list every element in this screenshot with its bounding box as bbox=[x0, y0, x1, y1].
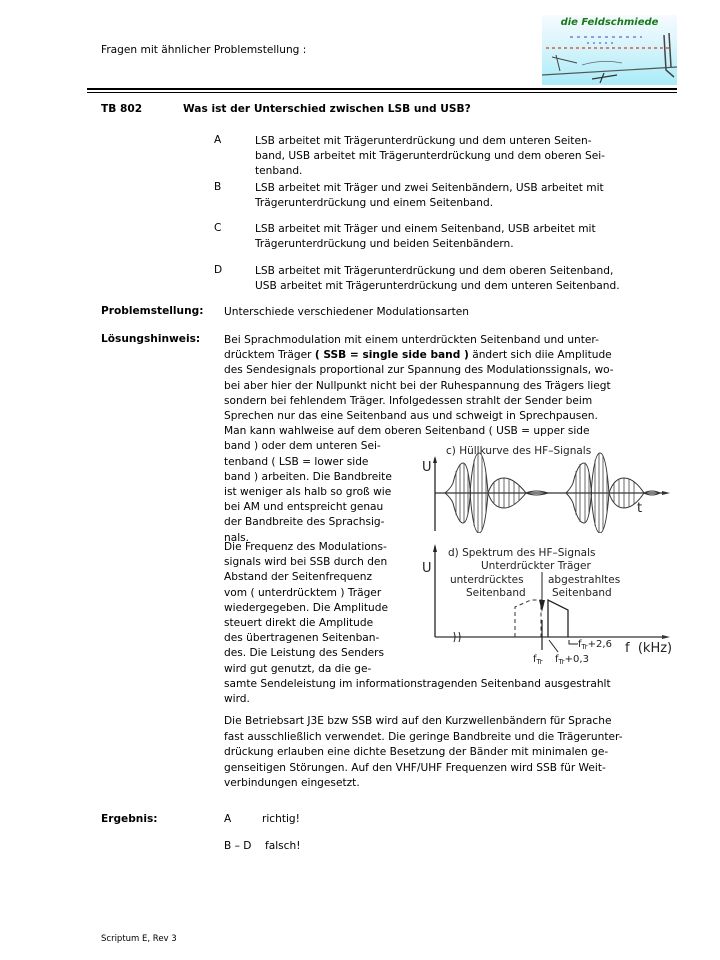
hint-line: drückung erlauben eine dichte Besetzung der Bänder mit minimalen ge- bbox=[224, 746, 609, 759]
option-a-text bbox=[255, 134, 645, 179]
spectrum-y-label: U bbox=[422, 561, 432, 576]
suppressed-band-label-1: unterdrücktes bbox=[450, 574, 524, 586]
hint-line: des Sendesignals proportional zur Spannung des Modulationssignals, wo- bbox=[224, 364, 614, 377]
option-d-line: USB arbeitet mit Trägerunterdrückung und dem unteren Seitenband. bbox=[255, 280, 620, 292]
problem-text: Unterschiede verschiedener Modulationsarten bbox=[224, 306, 470, 318]
f-low-label: $f_{Tr}+0,3$ bbox=[555, 654, 589, 666]
question-id: TB 802 bbox=[101, 103, 143, 115]
result-label: Ergebnis: bbox=[101, 813, 158, 825]
hint-line: genseitigen Störungen. Auf den VHF/UHF Frequenzen wird SSB für Weit- bbox=[224, 761, 606, 774]
result-key-bd: B – D bbox=[224, 840, 252, 852]
option-b-letter: B bbox=[214, 181, 222, 193]
hint-line: Sprechen nur das eine Seitenband aus und schweigt in Sprechpausen. bbox=[224, 410, 598, 423]
envelope-y-label: U bbox=[422, 460, 432, 475]
hint-label: Lösungshinweis: bbox=[101, 333, 201, 345]
hint-line: vom ( unterdrücktem ) Träger bbox=[224, 586, 382, 599]
hint-line: band ) oder dem unteren Sei- bbox=[224, 440, 381, 453]
hint-text: ändert sich diie Amplitude bbox=[468, 349, 612, 362]
hint-line: band ) arbeiten. Die Bandbreite bbox=[224, 470, 392, 483]
option-c-letter: C bbox=[214, 222, 222, 234]
radiated-band-label-2: Seitenband bbox=[552, 587, 612, 599]
option-b-text bbox=[255, 181, 645, 211]
hint-line: signals wird bei SSB durch den bbox=[224, 556, 388, 569]
footer-text: Scriptum E, Rev 3 bbox=[101, 934, 177, 944]
option-a-line: LSB arbeitet mit Trägerunterdrückung und dem unteren Seiten- bbox=[255, 135, 592, 147]
hint-line: steuert direkt die Amplitude bbox=[224, 617, 374, 630]
logo bbox=[542, 15, 677, 85]
problem-label: Problemstellung: bbox=[101, 305, 204, 317]
hint-paragraph-3 bbox=[224, 714, 623, 792]
hint-line: des. Die Leistung des Senders bbox=[224, 647, 385, 660]
hint-line: sondern bei fehlendem Träger. Infolgedessen strahlt der Sender beim bbox=[224, 394, 593, 407]
ssb-definition: ( SSB = single side band ) bbox=[314, 349, 469, 362]
hint-line: Die Frequenz des Modulations- bbox=[224, 541, 387, 553]
hint-line: Man kann wahlweise auf dem oberen Seitenband ( USB = upper side bbox=[224, 425, 590, 438]
f-carrier-label: $f_{Tr}$ bbox=[533, 654, 543, 666]
hint-line: samte Sendeleistung im informationstragenden Seitenband ausgestrahlt bbox=[224, 677, 611, 690]
hint-line: des übertragenen Seitenban- bbox=[224, 632, 380, 645]
hint-line: der Bandbreite des Sprachsig- bbox=[224, 516, 385, 529]
envelope-figure bbox=[418, 438, 688, 533]
hint-line: wird gut genutzt, da die ge- bbox=[224, 662, 372, 675]
hint-line: verbindungen eingesetzt. bbox=[224, 777, 360, 790]
header-title: Fragen mit ähnlicher Problemstellung : bbox=[101, 44, 307, 56]
suppressed-band-label-2: Seitenband bbox=[466, 587, 526, 599]
hint-line: Abstand der Seitenfrequenz bbox=[224, 571, 373, 584]
hint-line: wird. bbox=[224, 693, 250, 706]
hint-line: tenband ( LSB = lower side bbox=[224, 455, 369, 468]
logo-text: die Feldschmiede bbox=[560, 17, 659, 28]
f-high-label: $f_{Tr}+2,6$ bbox=[578, 639, 612, 651]
hint-line: ist weniger als halb so groß wie bbox=[224, 486, 392, 499]
option-a-letter: A bbox=[214, 134, 222, 146]
radiated-band-label-1: abgestrahltes bbox=[548, 574, 621, 586]
hint-text: drücktem Träger bbox=[224, 349, 315, 362]
hint-line: Bei Sprachmodulation mit einem unterdrückten Seitenband und unter- bbox=[224, 334, 599, 346]
option-d-letter: D bbox=[214, 264, 223, 276]
option-a-line: band, USB arbeitet mit Trägerunterdrückung und dem oberen Sei- bbox=[255, 150, 605, 162]
envelope-title: c) Hüllkurve des HF–Signals bbox=[446, 445, 592, 457]
option-b-line: LSB arbeitet mit Träger und zwei Seitenbändern, USB arbeitet mit bbox=[255, 182, 604, 194]
question-title: Was ist der Unterschied zwischen LSB und USB? bbox=[183, 103, 471, 115]
option-d-text bbox=[255, 264, 655, 294]
result-key-a: A bbox=[224, 813, 232, 825]
spectrum-title: d) Spektrum des HF–Signals bbox=[448, 547, 596, 559]
result-value-bd: falsch! bbox=[265, 840, 301, 852]
hint-line: wiedergegeben. Die Amplitude bbox=[224, 601, 388, 614]
header-rule-thin bbox=[87, 92, 677, 93]
spectrum-figure bbox=[418, 540, 688, 668]
hint-line: fast ausschließlich verwendet. Die geringe Bandbreite und die Trägerunter- bbox=[224, 730, 623, 743]
option-b-line: Trägerunterdrückung und einem Seitenband. bbox=[255, 197, 494, 209]
option-c-text bbox=[255, 222, 645, 252]
antenna-illustration bbox=[542, 15, 677, 85]
result-value-a: richtig! bbox=[262, 813, 300, 825]
carrier-label: Unterdrückter Träger bbox=[481, 560, 591, 572]
option-d-line: LSB arbeitet mit Trägerunterdrückung und dem oberen Seitenband, bbox=[255, 265, 614, 277]
envelope-x-label: t bbox=[637, 501, 643, 516]
hint-line bbox=[224, 348, 634, 363]
hint-line: bei aber hier der Nullpunkt nicht bei der Ruhespannung des Trägers liegt bbox=[224, 379, 611, 392]
option-c-line: Trägerunterdrückung und beiden Seitenbändern. bbox=[255, 238, 514, 250]
hint-line: Die Betriebsart J3E bzw SSB wird auf den Kurzwellenbändern für Sprache bbox=[224, 715, 612, 727]
spectrum-x-label: f (kHz) bbox=[625, 641, 673, 656]
hint-line: bei AM und entspreicht genau bbox=[224, 501, 384, 514]
header-rule-thick bbox=[87, 88, 677, 90]
hint-line: nals. bbox=[224, 531, 250, 544]
option-c-line: LSB arbeitet mit Träger und einem Seitenband, USB arbeitet mit bbox=[255, 223, 596, 235]
option-a-line: tenband. bbox=[255, 165, 303, 177]
